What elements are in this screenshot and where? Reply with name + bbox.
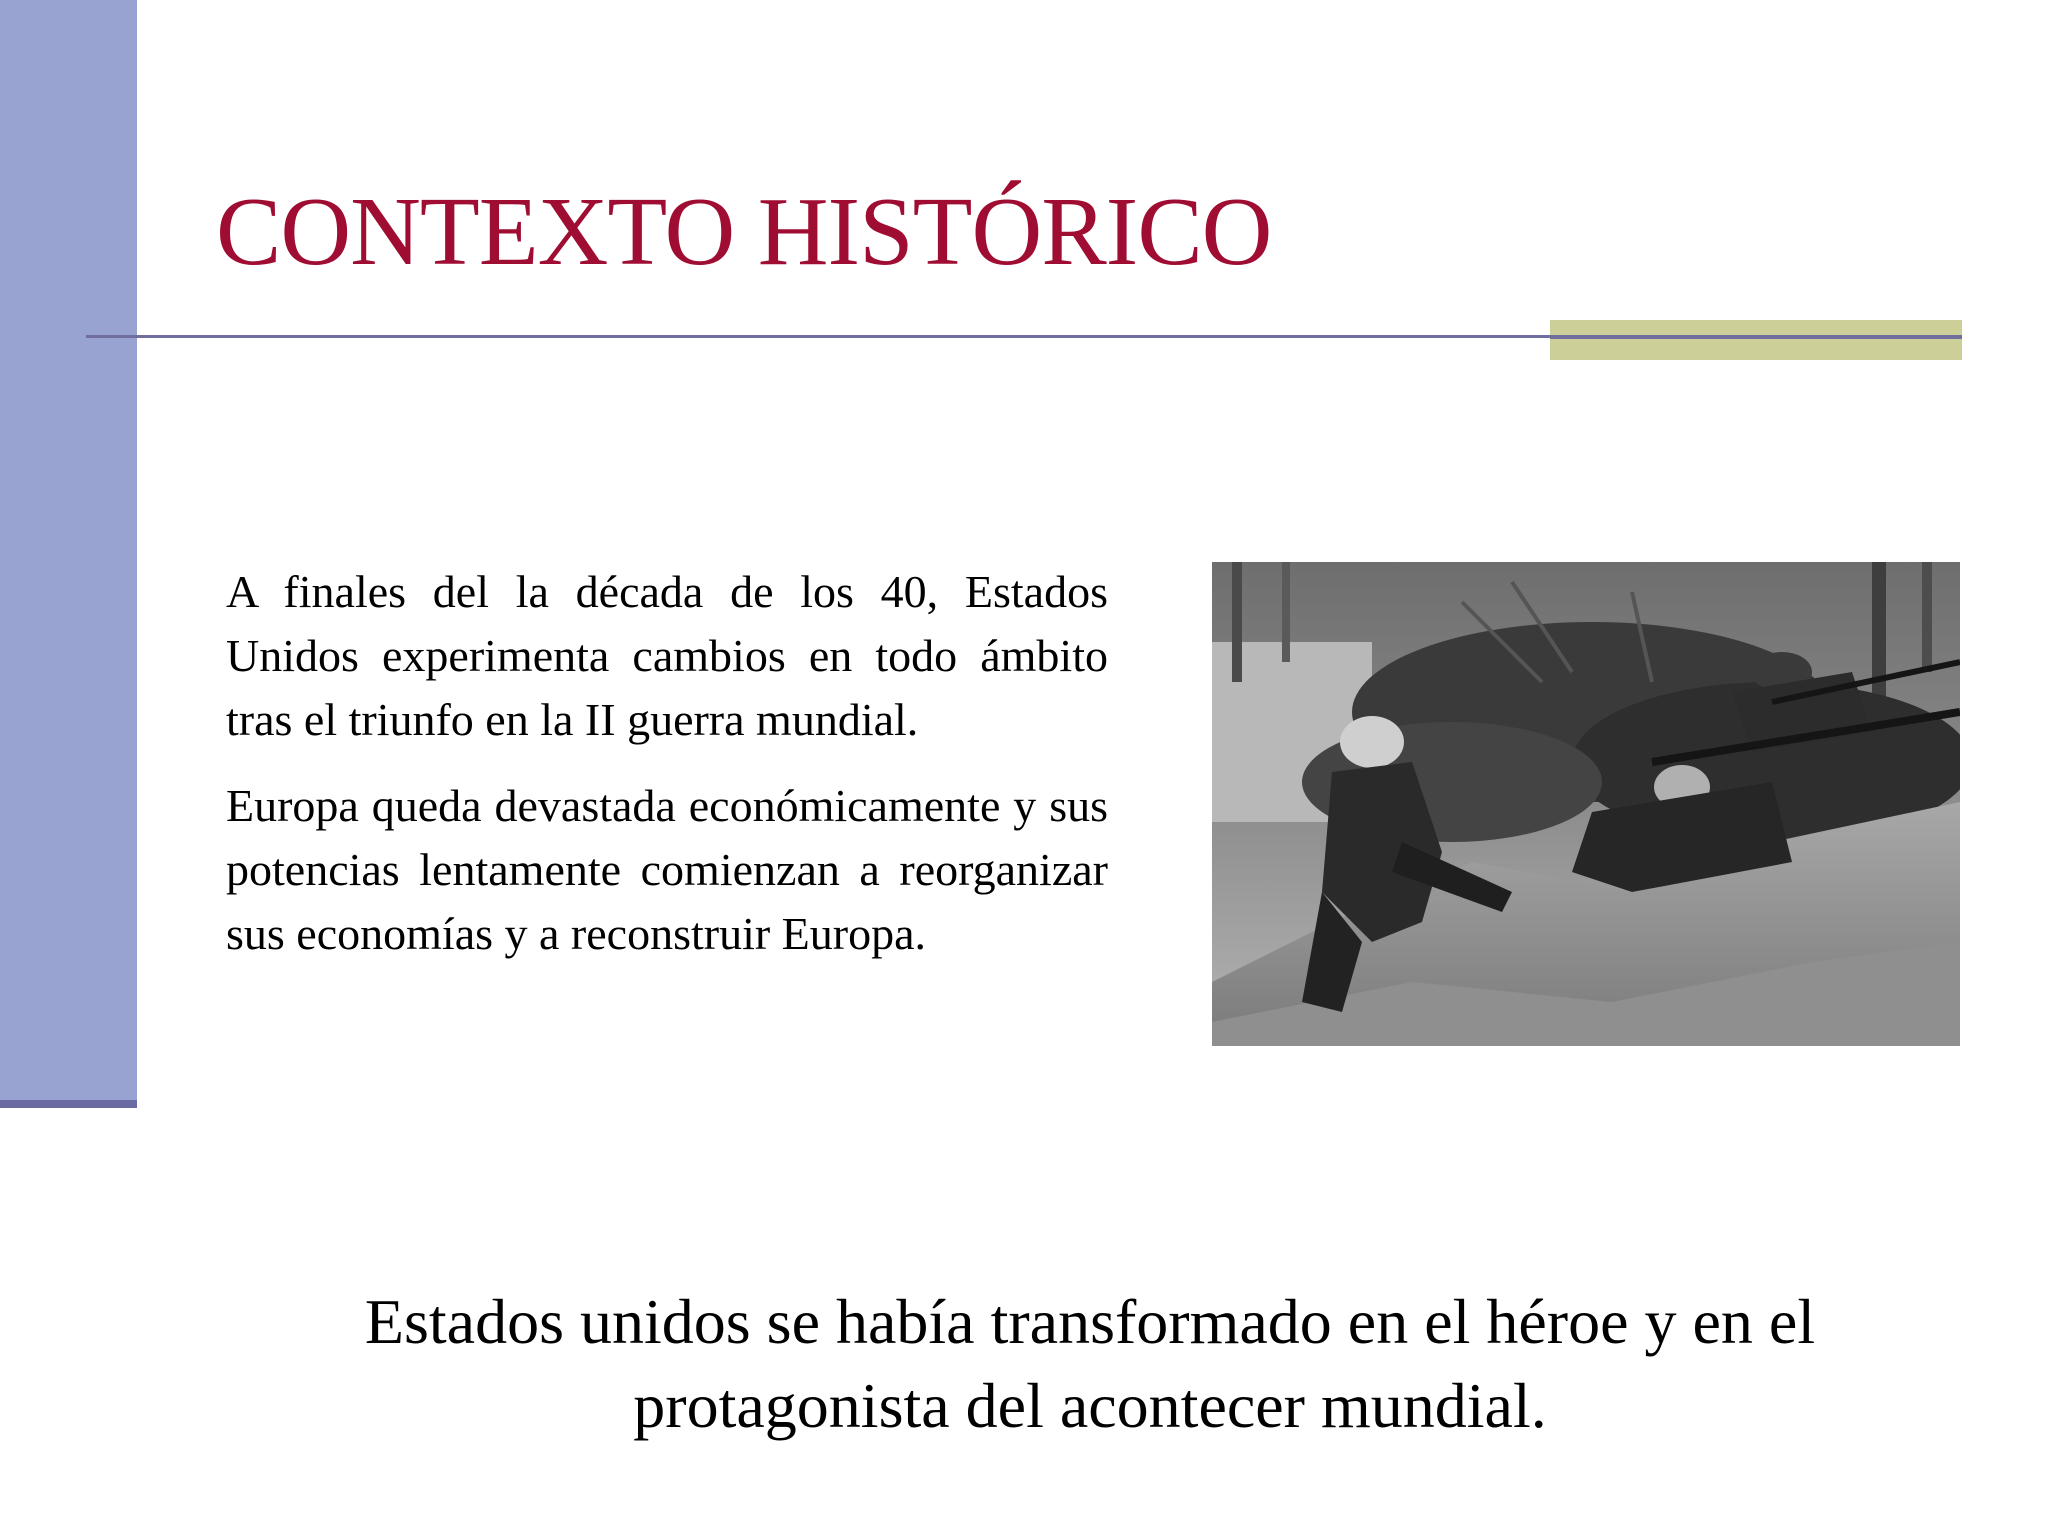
side-bar-bottom-edge (0, 1100, 137, 1108)
side-bar (0, 0, 137, 1100)
photo-illustration (1212, 562, 1960, 1046)
paragraph-2: Europa queda devastada económicamente y sus potencias lentamente comienzan a reorganizar sus economías y a reconstruir Europa. (226, 780, 1108, 959)
slide-title: CONTEXTO HISTÓRICO (216, 178, 1272, 286)
body-text (226, 560, 1108, 988)
conclusion-text: Estados unidos se había transformado en el héroe y en el protagonista del acontecer mundial. (364, 1286, 1816, 1441)
title-rule-accent-line (1550, 336, 1962, 339)
paragraph-1: A finales del la década de los 40, Estados Unidos experimenta cambios en todo ámbito tras el triunfo en la II guerra mundial. (226, 566, 1108, 745)
war-soldiers-photo (1212, 562, 1960, 1046)
title-rule-accent (1550, 320, 1962, 360)
